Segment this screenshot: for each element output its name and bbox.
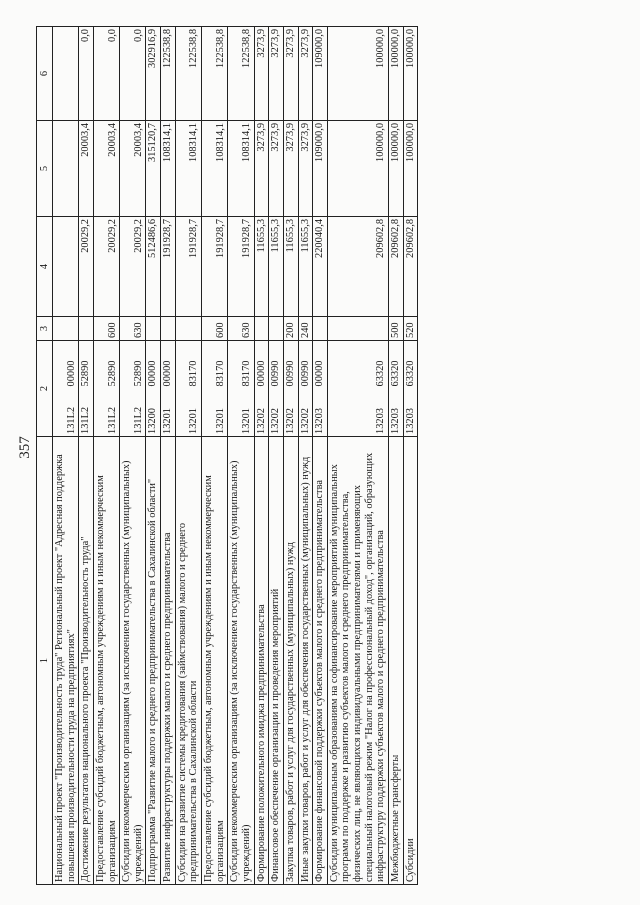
target-code-program-cell: 13202 (254, 389, 269, 437)
expense-type-cell (146, 316, 161, 340)
amount-col6-cell: 122538,8 (175, 26, 201, 120)
target-code-program-cell: 131L2 (120, 389, 146, 437)
budget-table (36, 26, 418, 885)
amount-col5-cell: 108314,1 (175, 120, 201, 216)
name-cell: Субсидии на развитие системы кредитования (займствования) малого и среднего предпринимательства в Сахалинской области (175, 437, 201, 885)
amount-col6-cell: 109000,0 (313, 26, 328, 120)
target-code-direction-cell: 83170 (175, 340, 201, 388)
amount-col5-cell: 315120,7 (146, 120, 161, 216)
name-cell: Достижение результатов национального проекта "Производительность труда" (79, 437, 94, 885)
table-row (202, 26, 228, 884)
target-code-program-cell: 13202 (269, 389, 284, 437)
expense-type-cell: 520 (403, 316, 418, 340)
amount-col4-cell: 11655,3 (298, 216, 313, 316)
table-row (146, 26, 161, 884)
target-code-direction-cell: 63320 (389, 340, 404, 388)
amount-col4-cell: 11655,3 (269, 216, 284, 316)
name-cell: Иные закупки товаров, работ и услуг для обеспечения государственных (муниципальных) нужд (298, 437, 313, 885)
amount-col6-cell: 0,0 (79, 26, 94, 120)
amount-col4-cell: 20029,2 (120, 216, 146, 316)
amount-col5-cell: 3273,9 (283, 120, 298, 216)
table-row (53, 26, 79, 884)
expense-type-cell: 630 (120, 316, 146, 340)
table-row (254, 26, 269, 884)
amount-col6-cell: 122538,8 (228, 26, 254, 120)
page-number: 357 (16, 436, 33, 459)
table-row (313, 26, 328, 884)
target-code-direction-cell: 83170 (228, 340, 254, 388)
target-code-program-cell: 131L2 (53, 389, 79, 437)
table-row (389, 26, 404, 884)
amount-col5-cell: 109000,0 (313, 120, 328, 216)
amount-col4-cell: 209602,8 (403, 216, 418, 316)
amount-col6-cell: 100000,0 (389, 26, 404, 120)
target-code-program-cell: 131L2 (93, 389, 119, 437)
name-cell: Подпрограмма "Развитие малого и среднего предпринимательства в Сахалинской области" (146, 437, 161, 885)
target-code-direction-cell: 52890 (93, 340, 119, 388)
amount-col4-cell: 512486,6 (146, 216, 161, 316)
target-code-direction-cell: 00000 (313, 340, 328, 388)
table-row (298, 26, 313, 884)
target-code-direction-cell: 52890 (120, 340, 146, 388)
amount-col5-cell: 3273,9 (269, 120, 284, 216)
target-code-direction-cell: 00990 (298, 340, 313, 388)
expense-type-cell (53, 316, 79, 340)
amount-col4-cell: 20029,2 (79, 216, 94, 316)
name-cell: Закупка товаров, работ и услуг для государственных (муниципальных) нужд (283, 437, 298, 885)
amount-col6-cell: 3273,9 (269, 26, 284, 120)
budget-table-wrapper (36, 27, 624, 885)
amount-col4-cell: 20029,2 (93, 216, 119, 316)
name-cell: Финансовое обеспечение организации и проведения мероприятий (269, 437, 284, 885)
amount-col5-cell: 3273,9 (298, 120, 313, 216)
target-code-program-cell: 131L2 (79, 389, 94, 437)
expense-type-cell: 500 (389, 316, 404, 340)
header-cell: 3 (37, 316, 53, 340)
amount-col4-cell (53, 216, 79, 316)
amount-col4-cell: 191928,7 (161, 216, 176, 316)
amount-col5-cell: 100000,0 (389, 120, 404, 216)
table-row (327, 26, 388, 884)
target-code-program-cell: 13202 (298, 389, 313, 437)
target-code-direction-cell: 00990 (283, 340, 298, 388)
expense-type-cell (313, 316, 328, 340)
amount-col6-cell: 0,0 (120, 26, 146, 120)
header-cell: 2 (37, 340, 53, 436)
table-row (175, 26, 201, 884)
amount-col6-cell: 100000,0 (403, 26, 418, 120)
amount-col5-cell: 20003,4 (120, 120, 146, 216)
expense-type-cell: 630 (228, 316, 254, 340)
expense-type-cell (161, 316, 176, 340)
table-row (228, 26, 254, 884)
target-code-program-cell: 13202 (283, 389, 298, 437)
table-row (269, 26, 284, 884)
amount-col6-cell: 3273,9 (254, 26, 269, 120)
target-code-direction-cell: 00000 (53, 340, 79, 388)
target-code-program-cell: 13203 (403, 389, 418, 437)
target-code-program-cell: 13200 (146, 389, 161, 437)
target-code-direction-cell: 63320 (327, 340, 388, 388)
target-code-direction-cell: 00990 (269, 340, 284, 388)
table-row (120, 26, 146, 884)
name-cell: Национальный проект "Производительность труда" Региональный проект "Адресная поддержка повышения производительности труда на предприятиях" (53, 437, 79, 885)
table-row (283, 26, 298, 884)
target-code-program-cell: 13201 (202, 389, 228, 437)
table-row (161, 26, 176, 884)
target-code-direction-cell: 83170 (202, 340, 228, 388)
amount-col4-cell: 11655,3 (283, 216, 298, 316)
target-code-program-cell: 13201 (161, 389, 176, 437)
target-code-program-cell: 13203 (389, 389, 404, 437)
header-cell: 1 (37, 437, 53, 885)
amount-col4-cell: 191928,7 (202, 216, 228, 316)
name-cell: Субсидии муниципальным образованиям на софинансирование мероприятий муниципальных программ по поддержке и развитию субъектов малого и среднего предпринимательства, физических лиц, не являющихся индивидуальными предпринимателями и применяющих специальный налоговый режим "Налог на профессиональный доход", организаций, образующих инфраструктуру поддержки субъектов малого и среднего предпринимательства (327, 437, 388, 885)
amount-col5-cell: 108314,1 (202, 120, 228, 216)
amount-col5-cell: 100000,0 (403, 120, 418, 216)
amount-col4-cell: 220040,4 (313, 216, 328, 316)
expense-type-cell: 600 (202, 316, 228, 340)
amount-col4-cell: 11655,3 (254, 216, 269, 316)
header-cell: 6 (37, 26, 53, 120)
amount-col6-cell: 0,0 (93, 26, 119, 120)
expense-type-cell: 600 (93, 316, 119, 340)
expense-type-cell (254, 316, 269, 340)
table-row (403, 26, 418, 884)
target-code-direction-cell: 63320 (403, 340, 418, 388)
expense-type-cell: 240 (298, 316, 313, 340)
amount-col5-cell: 20003,4 (93, 120, 119, 216)
header-cell: 4 (37, 216, 53, 316)
name-cell: Предоставление субсидий бюджетным, автономным учреждениям и иным некоммерческим организациям (202, 437, 228, 885)
name-cell: Межбюджетные трансферты (389, 437, 404, 885)
amount-col6-cell: 3273,9 (298, 26, 313, 120)
amount-col5-cell: 108314,1 (228, 120, 254, 216)
expense-type-cell (79, 316, 94, 340)
amount-col6-cell: 122538,8 (161, 26, 176, 120)
target-code-direction-cell: 00000 (161, 340, 176, 388)
amount-col6-cell: 3273,9 (283, 26, 298, 120)
header-row (37, 26, 53, 884)
target-code-direction-cell: 52890 (79, 340, 94, 388)
amount-col5-cell: 108314,1 (161, 120, 176, 216)
name-cell: Субсидии (403, 437, 418, 885)
amount-col4-cell: 191928,7 (175, 216, 201, 316)
target-code-program-cell: 13203 (313, 389, 328, 437)
expense-type-cell: 200 (283, 316, 298, 340)
amount-col5-cell: 20003,4 (79, 120, 94, 216)
amount-col5-cell (53, 120, 79, 216)
amount-col6-cell: 302916,9 (146, 26, 161, 120)
name-cell: Формирование положительного имиджа предпринимательства (254, 437, 269, 885)
amount-col6-cell: 122538,8 (202, 26, 228, 120)
amount-col4-cell: 209602,8 (327, 216, 388, 316)
name-cell: Развитие инфраструктуры поддержки малого и среднего предпринимательства (161, 437, 176, 885)
expense-type-cell (175, 316, 201, 340)
target-code-program-cell: 13203 (327, 389, 388, 437)
expense-type-cell (269, 316, 284, 340)
amount-col6-cell: 100000,0 (327, 26, 388, 120)
target-code-direction-cell: 00000 (254, 340, 269, 388)
amount-col5-cell: 3273,9 (254, 120, 269, 216)
amount-col4-cell: 209602,8 (389, 216, 404, 316)
table-row (93, 26, 119, 884)
expense-type-cell (327, 316, 388, 340)
table-row (79, 26, 94, 884)
name-cell: Предоставление субсидий бюджетным, автономным учреждениям и иным некоммерческим организациям (93, 437, 119, 885)
name-cell: Формирование финансовой поддержки субъектов малого и среднего предпринимательства (313, 437, 328, 885)
amount-col4-cell: 191928,7 (228, 216, 254, 316)
amount-col5-cell: 100000,0 (327, 120, 388, 216)
target-code-program-cell: 13201 (175, 389, 201, 437)
name-cell: Субсидии некоммерческим организациям (за исключением государственных (муниципальных) учреждений) (120, 437, 146, 885)
target-code-program-cell: 13201 (228, 389, 254, 437)
amount-col6-cell (53, 26, 79, 120)
target-code-direction-cell: 00000 (146, 340, 161, 388)
name-cell: Субсидии некоммерческим организациям (за исключением государственных (муниципальных) учреждений) (228, 437, 254, 885)
header-cell: 5 (37, 120, 53, 216)
